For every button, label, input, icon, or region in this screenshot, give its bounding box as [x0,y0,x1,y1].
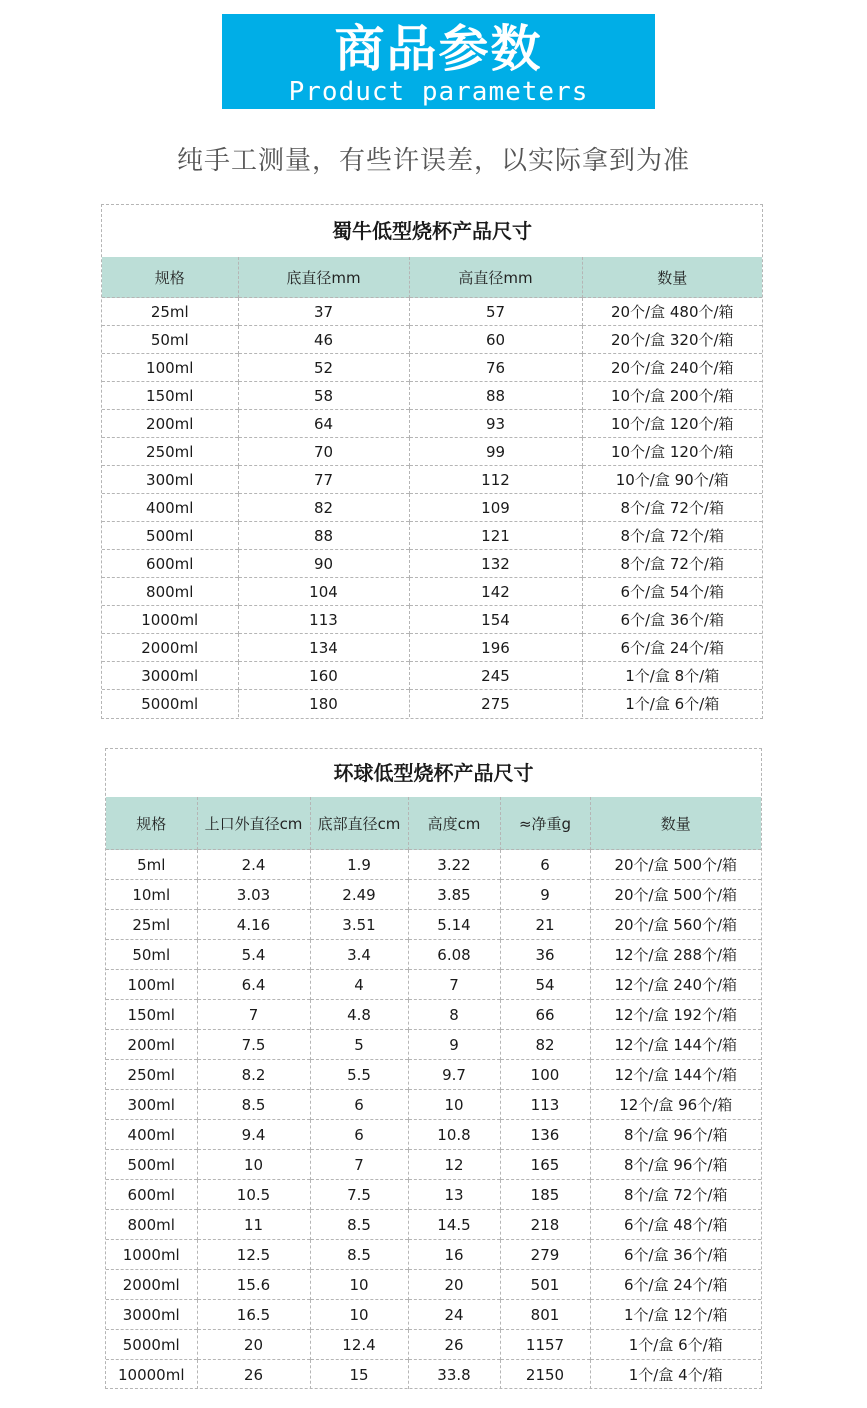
table-cell: 64 [238,410,409,438]
table-cell: 6 [310,1120,408,1150]
table-row [102,550,762,578]
column-header: 数量 [590,797,761,850]
table-row [106,1000,761,1030]
table-cell: 218 [500,1210,590,1240]
table-cell: 3.85 [408,880,500,910]
table-cell: 100 [500,1060,590,1090]
table-cell: 33.8 [408,1360,500,1390]
column-header: 底直径mm [238,257,409,298]
table-cell: 12个/盒 288个/箱 [590,940,761,970]
shuniu-table-card [101,204,763,719]
table-cell: 58 [238,382,409,410]
table-cell: 112 [409,466,582,494]
banner-title: 商品参数 [334,20,543,78]
table-cell: 3000ml [106,1300,197,1330]
column-header: 上口外直径cm [197,797,310,850]
table-cell: 800ml [102,578,238,606]
table-cell: 6个/盒 48个/箱 [590,1210,761,1240]
column-header: 高度cm [408,797,500,850]
header-banner [222,14,655,109]
table-cell: 3.03 [197,880,310,910]
table-cell: 7 [197,1000,310,1030]
table-cell: 70 [238,438,409,466]
table-cell: 12个/盒 96个/箱 [590,1090,761,1120]
measurement-note: 纯手工测量，有些许误差，以实际拿到为准 [176,146,690,176]
table-cell: 10个/盒 120个/箱 [582,438,762,466]
table-cell: 15 [310,1360,408,1390]
huanqiu-table-card [105,748,762,1389]
table-cell: 200ml [102,410,238,438]
table-cell: 9 [500,880,590,910]
table-cell: 93 [409,410,582,438]
table-cell: 1个/盒 4个/箱 [590,1360,761,1390]
table-cell: 82 [238,494,409,522]
table-row [106,1240,761,1270]
table-row [102,438,762,466]
table-cell: 25ml [102,298,238,326]
table-cell: 8个/盒 72个/箱 [582,494,762,522]
table-row [106,1210,761,1240]
table-row [102,690,762,718]
table-cell: 104 [238,578,409,606]
table-cell: 2.49 [310,880,408,910]
table-cell: 1157 [500,1330,590,1360]
column-header: 规格 [106,797,197,850]
table-cell: 1个/盒 8个/箱 [582,662,762,690]
table-cell: 10个/盒 200个/箱 [582,382,762,410]
table-cell: 88 [238,522,409,550]
table-row [106,1030,761,1060]
table-cell: 10 [310,1270,408,1300]
table-row [102,410,762,438]
table-cell: 250ml [106,1060,197,1090]
table-cell: 500ml [102,522,238,550]
table-title: 环球低型烧杯产品尺寸 [333,761,534,785]
table-cell: 6个/盒 36个/箱 [590,1240,761,1270]
table-cell: 6.4 [197,970,310,1000]
table-cell: 600ml [106,1180,197,1210]
table-cell: 46 [238,326,409,354]
table-cell: 5000ml [102,690,238,718]
table-cell: 12.4 [310,1330,408,1360]
table-cell: 16.5 [197,1300,310,1330]
table-cell: 20个/盒 500个/箱 [590,850,761,880]
table-cell: 4.8 [310,1000,408,1030]
table-cell: 50ml [106,940,197,970]
table-cell: 36 [500,940,590,970]
table-cell: 82 [500,1030,590,1060]
table-cell: 10.5 [197,1180,310,1210]
table-cell: 800ml [106,1210,197,1240]
table-cell: 20个/盒 240个/箱 [582,354,762,382]
table-row [106,1150,761,1180]
table-cell: 1000ml [102,606,238,634]
table-row [106,1060,761,1090]
table-cell: 8 [408,1000,500,1030]
table-cell: 20 [197,1330,310,1360]
table-cell: 8个/盒 96个/箱 [590,1120,761,1150]
table-cell: 14.5 [408,1210,500,1240]
table-cell: 12个/盒 144个/箱 [590,1030,761,1060]
table-cell: 8个/盒 72个/箱 [582,550,762,578]
table-cell: 8.5 [310,1210,408,1240]
table-cell: 10000ml [106,1360,197,1390]
table-cell: 77 [238,466,409,494]
table-cell: 6个/盒 54个/箱 [582,578,762,606]
table-cell: 500ml [106,1150,197,1180]
table-row [106,1090,761,1120]
table-cell: 8.5 [310,1240,408,1270]
table-cell: 10.8 [408,1120,500,1150]
table-cell: 8.5 [197,1090,310,1120]
table-cell: 109 [409,494,582,522]
table-cell: 9 [408,1030,500,1060]
table-cell: 400ml [102,494,238,522]
table-cell: 20个/盒 480个/箱 [582,298,762,326]
table-cell: 501 [500,1270,590,1300]
table-row [106,970,761,1000]
table-cell: 90 [238,550,409,578]
table-cell: 13 [408,1180,500,1210]
table-row [102,466,762,494]
table-cell: 196 [409,634,582,662]
table-cell: 20个/盒 320个/箱 [582,326,762,354]
table-cell: 4.16 [197,910,310,940]
table-cell: 113 [238,606,409,634]
table-cell: 11 [197,1210,310,1240]
table-row [102,662,762,690]
table-row [102,326,762,354]
table-cell: 16 [408,1240,500,1270]
table-cell: 7 [310,1150,408,1180]
table-cell: 25ml [106,910,197,940]
table-cell: 132 [409,550,582,578]
table-row [106,910,761,940]
table-header-row [106,797,761,850]
table-cell: 26 [197,1360,310,1390]
table-row [102,494,762,522]
table-cell: 8.2 [197,1060,310,1090]
table-cell: 3.51 [310,910,408,940]
table-cell: 3.4 [310,940,408,970]
table-cell: 2150 [500,1360,590,1390]
table-cell: 10 [310,1300,408,1330]
table-cell: 7 [408,970,500,1000]
table-cell: 200ml [106,1030,197,1060]
table-cell: 2000ml [102,634,238,662]
table-cell: 88 [409,382,582,410]
table-cell: 275 [409,690,582,718]
table-cell: 9.4 [197,1120,310,1150]
table-cell: 50ml [102,326,238,354]
table-cell: 9.7 [408,1060,500,1090]
table-cell: 100ml [102,354,238,382]
table-cell: 76 [409,354,582,382]
table-cell: 5ml [106,850,197,880]
table-cell: 12 [408,1150,500,1180]
table-row [102,298,762,326]
table-cell: 26 [408,1330,500,1360]
table-cell: 150ml [102,382,238,410]
table-cell: 60 [409,326,582,354]
table-row [102,354,762,382]
table-cell: 52 [238,354,409,382]
table-cell: 12个/盒 192个/箱 [590,1000,761,1030]
table-cell: 250ml [102,438,238,466]
table-cell: 12个/盒 144个/箱 [590,1060,761,1090]
table-cell: 180 [238,690,409,718]
table-row [106,1120,761,1150]
table-cell: 1个/盒 6个/箱 [582,690,762,718]
table-cell: 66 [500,1000,590,1030]
table-row [106,1180,761,1210]
table-cell: 12个/盒 240个/箱 [590,970,761,1000]
table-cell: 5.4 [197,940,310,970]
table-cell: 12.5 [197,1240,310,1270]
table-cell: 2000ml [106,1270,197,1300]
table-cell: 6个/盒 36个/箱 [582,606,762,634]
table-row [106,1330,761,1360]
banner-subtitle: Product parameters [288,77,589,107]
table-cell: 136 [500,1120,590,1150]
table-cell: 37 [238,298,409,326]
table-row [106,880,761,910]
table-cell: 3.22 [408,850,500,880]
table-cell: 165 [500,1150,590,1180]
table-row [106,1300,761,1330]
table-cell: 10个/盒 90个/箱 [582,466,762,494]
table-cell: 1.9 [310,850,408,880]
table-row [106,1360,761,1390]
table-header-row [102,257,762,298]
table-cell: 160 [238,662,409,690]
table-cell: 100ml [106,970,197,1000]
table-cell: 10 [408,1090,500,1120]
table-cell: 15.6 [197,1270,310,1300]
table-cell: 5000ml [106,1330,197,1360]
table-cell: 279 [500,1240,590,1270]
shuniu-size-table [102,257,762,717]
table-row [106,1270,761,1300]
table-cell: 54 [500,970,590,1000]
table-cell: 8个/盒 96个/箱 [590,1150,761,1180]
column-header: 底部直径cm [310,797,408,850]
table-cell: 6 [310,1090,408,1120]
table-cell: 6个/盒 24个/箱 [582,634,762,662]
table-cell: 1个/盒 12个/箱 [590,1300,761,1330]
table-cell: 6.08 [408,940,500,970]
table-cell: 154 [409,606,582,634]
table-cell: 10个/盒 120个/箱 [582,410,762,438]
table-cell: 1000ml [106,1240,197,1270]
table-cell: 10ml [106,880,197,910]
table-row [102,634,762,662]
huanqiu-size-table [106,797,761,1389]
table-cell: 801 [500,1300,590,1330]
table-cell: 21 [500,910,590,940]
table-cell: 6个/盒 24个/箱 [590,1270,761,1300]
table-cell: 7.5 [197,1030,310,1060]
table-cell: 4 [310,970,408,1000]
table-cell: 142 [409,578,582,606]
table-row [102,382,762,410]
table-row [102,578,762,606]
table-cell: 5.5 [310,1060,408,1090]
table-row [106,940,761,970]
table-row [106,850,761,880]
table-cell: 121 [409,522,582,550]
table-cell: 57 [409,298,582,326]
table-cell: 134 [238,634,409,662]
table-cell: 300ml [102,466,238,494]
table-cell: 5 [310,1030,408,1060]
table-cell: 113 [500,1090,590,1120]
table-row [102,606,762,634]
table-cell: 20个/盒 560个/箱 [590,910,761,940]
table-cell: 6 [500,850,590,880]
column-header: 数量 [582,257,762,298]
table-cell: 2.4 [197,850,310,880]
table-row [102,522,762,550]
table-title: 蜀牛低型烧杯产品尺寸 [332,219,532,243]
table-cell: 99 [409,438,582,466]
column-header: 高直径mm [409,257,582,298]
table-cell: 24 [408,1300,500,1330]
table-cell: 20个/盒 500个/箱 [590,880,761,910]
table-cell: 185 [500,1180,590,1210]
table-cell: 7.5 [310,1180,408,1210]
table-cell: 400ml [106,1120,197,1150]
table-cell: 600ml [102,550,238,578]
table-cell: 8个/盒 72个/箱 [582,522,762,550]
table-cell: 245 [409,662,582,690]
table-cell: 20 [408,1270,500,1300]
column-header: ≈净重g [500,797,590,850]
table-cell: 3000ml [102,662,238,690]
table-cell: 1个/盒 6个/箱 [590,1330,761,1360]
table-cell: 150ml [106,1000,197,1030]
table-cell: 300ml [106,1090,197,1120]
table-cell: 10 [197,1150,310,1180]
table-cell: 8个/盒 72个/箱 [590,1180,761,1210]
table-cell: 5.14 [408,910,500,940]
column-header: 规格 [102,257,238,298]
